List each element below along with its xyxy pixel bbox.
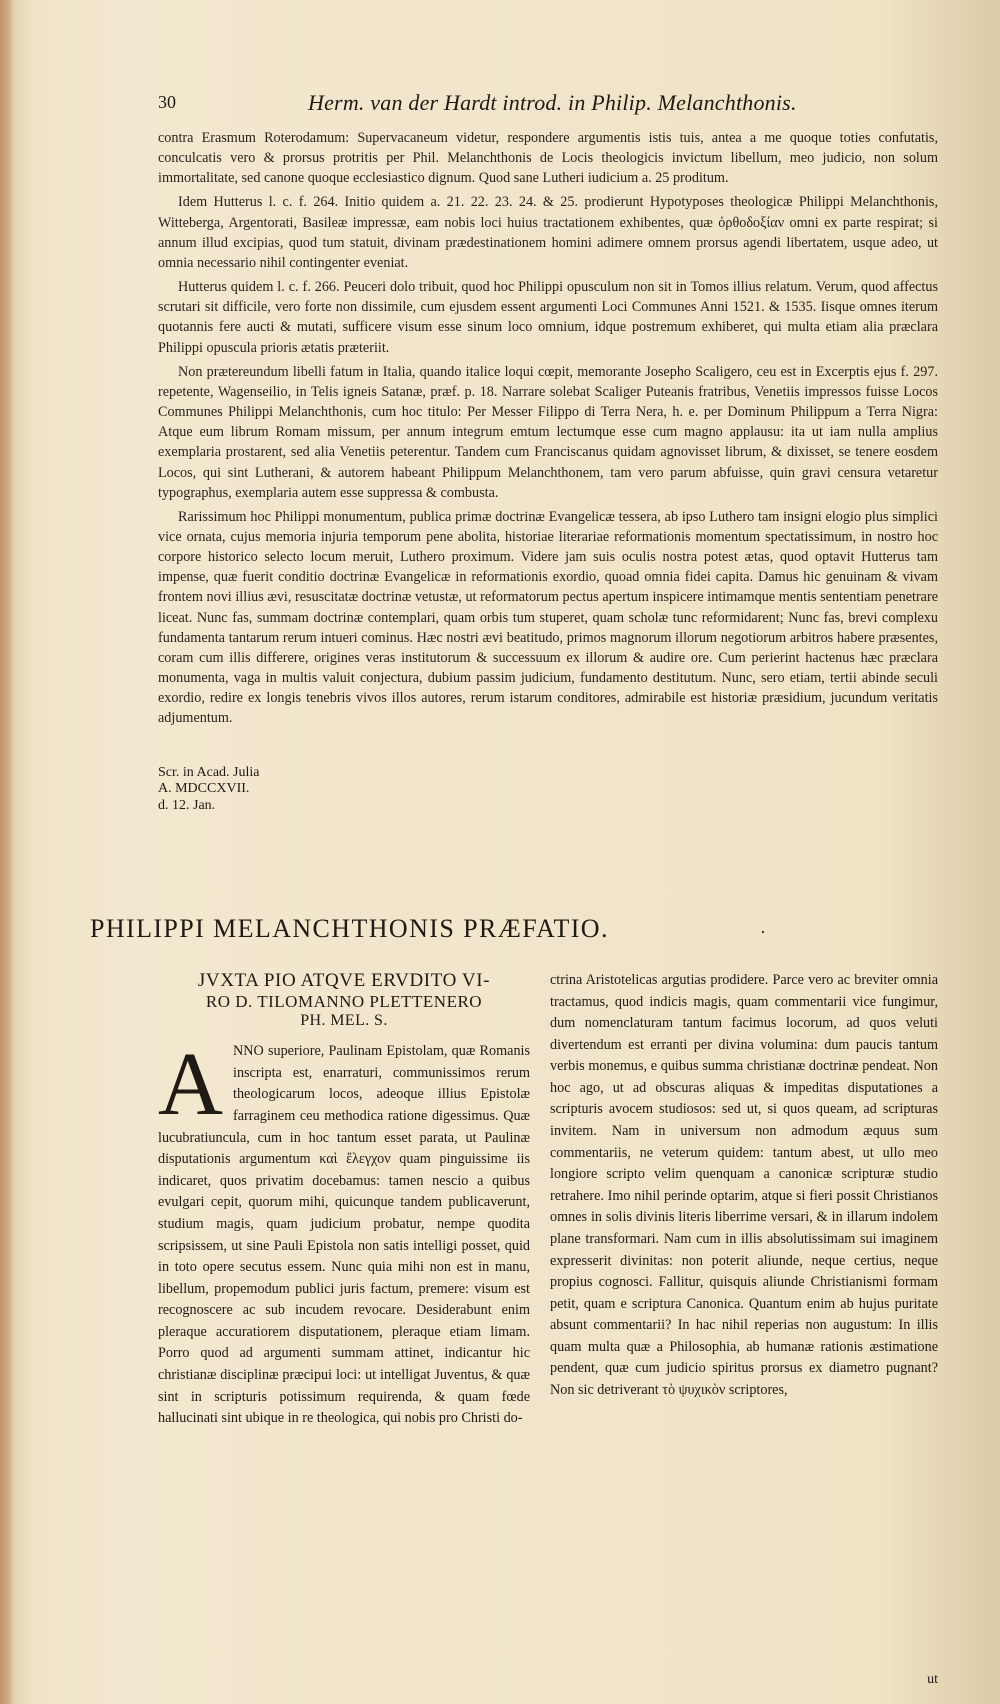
introduction-section <box>158 128 938 815</box>
intro-paragraph-3: Hutterus quidem l. c. f. 266. Peuceri dolo tribuit, quod hoc Philippi opusculum non sit in Tomos illius relatum. Verum, quod affectus scrutari sit difficile, vero forte non dissimile, cum ejusdem essent argumenti Loci Communes Anni 1521. & 1535. Iisque omnes iterum quotannis fere aucti & mutati, sufficere visum esse sinum loco omnium, idque postremum exhiberet, qui multa etiam alia præclara Philippi opuscula prioris ætatis præteriit. <box>158 279 938 356</box>
signature-line-2: A. MDCCXVII. <box>158 781 250 797</box>
intro-paragraph-5: Rarissimum hoc Philippi monumentum, publica primæ doctrinæ Evangelicæ tessera, ab ipso Luthero tam insigni elogio plus simplici vice ornata, cujus memoria injuria temporum pene abolita, historiae literariae reformationis momentum spectatissimum, in nostro hoc corpore historico selecto locum meruit, Luthero proximum. Videre jam suis oculis nostra potest ætas, quod optavit Hutterus tam impense, quæ fuerit conditio doctrinæ Evangelicæ in reformationis exordio, quoad omnia fidei capita. Damus hic genuinam & vivam frontem novi illius ævi, resuscitatæ doctrinæ vetustæ, ut reformatorum pectus apertum inspicere intimamque mentis sententiam penetrare liceat. Nunc fas, summam doctrinæ contemplari, quam orbis tum stuperet, quam scholæ tunc reformidarent; Nunc fas, brevi complexu fundamenta tantarum rerum intueri cominus. Hæc nostri ævi beatitudo, primos magnorum illorum negotiorum arbitros habere præsentes, coram cum illis differere, origines veras institutorum & successuum ex illorum & audire ore. Cum perierint hactenus hæc præclara monumenta, vaga in multis valuit conjectura, dubium passim judicium, fundamento destitutum. Nunc, sero etiam, tertii abinde seculi exordio, redire ex longis tenebris vivos illos autores, rerum istarum conditores, admirabile est historiæ præsidium, jucundum veritatis adjumentum. <box>158 508 938 727</box>
page-spine-edge <box>0 0 14 1704</box>
left-column <box>158 970 530 1430</box>
page-number: 30 <box>158 92 176 112</box>
title-ornament-dot: · <box>760 922 766 942</box>
signature-line-3: d. 12. Jan. <box>158 798 216 814</box>
preface-columns <box>158 970 938 1687</box>
left-column-text <box>158 1035 530 1429</box>
dedication-line-3: PH. MEL. S. <box>300 1012 388 1030</box>
right-column-paragraph: ctrina Aristotelicas argutias prodidere. Parce vero ac breviter omnia tractamus, quod indicis magis, quam commentarii vice fungimur, dum nomenclaturam tantum facimus locorum, ad quos veluti divertendum est erranti per divina volumina: dum paucis tantum verbis monemus, e quibus summa christianæ doctrinæ pendeat. Non hoc ago, ut ad obscuras aliquas & impeditas disputationes a scripturis avocem studiosos: sed ut, si quos queam, ad scripturas invitem. Nam in universum non admodum æquus sum commentariis, ne veterum quidem: tantum abest, ut ullo meo longiore scripto velim quenquam a canonicæ scripturæ studio retrahere. Imo nihil perinde optarim, atque si fieri possit Christianos omnes in solis divinis literis liberrime versari, & in illarum indolem plane transformari. Nam cum in illis absolutissimam sui imaginem expresserit divinitas: non poterit aliunde, neque certius, neque propius cognosci. Fallitur, quisquis aliunde Christianismi formam petit, quam e scriptura Canonica. Quantum enim ab hujus puritate absunt commentarii? In hac nihil reperias non augustum: In illis quam multa quæ a Philosophia, ab humanæ rationis æstimatione pendent, quæ cum judicio spiritus prorsus ex diametro pugnant? Non sic detriverant τὸ ψυχικὸν scriptores, <box>550 972 938 1398</box>
running-title: Herm. van der Hardt introd. in Philip. Melanchthonis. <box>308 90 797 115</box>
right-column-text <box>550 970 938 1402</box>
catchword: ut <box>927 1672 938 1687</box>
intro-paragraph-1: contra Erasmum Roterodamum: Supervacaneum videtur, respondere argumentis istis tuis, antea a me quoque toties confutatis, conculcatis vero & prorsus protritis per Phil. Melanchthonis de Locis theologicis invictum libellum, meo judicio, non solum immortalitate, sed canone quoque ecclesiastico dignum. Quod sane Lutheri iudicium a. 25 proditum. <box>158 130 938 187</box>
signature-line-1: Scr. in Acad. Julia <box>158 764 260 780</box>
intro-paragraph-4: Non prætereundum libelli fatum in Italia, quando italice loqui cœpit, memorante Josepho Scaligero, ceu est in Excerptis ejus f. 297. repetente, Wagenseilio, in Telis igneis Satanæ, præf. p. 18. Narrare solebat Scaliger Puteanis fratribus, Venetiis impressos fuisse Locos Communes Philippi Melanchthonis, cum hoc titulo: Per Messer Filippo di Terra Nera, h. e. per Dominum Philippum a Terra Nigra: Atque eum librum Romam missum, per annum integrum emtum lectumque esse cum magno applausu: ita ut iam nulla amplius exemplaria prostarent, sed alia Venetiis peterentur. Tandem cum Franciscanus quidam agnovisset librum, & dixisset, se tenere eosdem Locos, qui sint Lutherani, & autorem habeant Philippum Melanchthonem, tam vero parum abfuisse, quin gravi censura vetaretur typographus, exemplaria autem esse suppressa & combusta. <box>158 363 938 501</box>
drop-cap-letter: A <box>158 1035 223 1135</box>
dedication-line-1: JVXTA PIO ATQVE ERVDITO VI- <box>197 970 491 991</box>
page-header <box>158 84 938 118</box>
dedication-line-2: RO D. TILOMANNO PLETTENERO <box>205 992 483 1012</box>
left-column-paragraph: NNO superiore, Paulinam Epistolam, quæ Romanis inscripta est, enarraturi, communissimos rerum theologicarum locos, adeoque illius Epistolæ farraginem ceu methodica ratione digessimus. Quæ lucubratiuncula, cum in hoc tantum esset parata, ut Paulinæ disputationis argumentum καὶ ἔλεγχον quam pinguissime iis indicaret, quos privatim docebamus: tamen nescio a quibus evulgari cepit, quorum mihi, quicunque tandem publicaverunt, studium magis, quam judicium probatur, nempe quodita scripsissem, ut sine Pauli Epistola non satis intelligi posset, quid in toto opere secutus essem. Nunc quia mihi non est in manu, libellum, propemodum publici juris factum, premere: visum est recognoscere ac sub incudem revocare. Desiderabunt enim pleraque accuratiorem disputationem, pleraque etiam limam. Porro quod ad argumenti summam attinet, indicantur hic christianæ disciplinæ præcipui loci: ut intelligat Juventus, & quæ sint in scripturis potissimum requirenda, & quam fœde hallucinati sint ubique in re theologica, qui nobis pro Christi do- <box>158 1043 530 1427</box>
intro-paragraph-2: Idem Hutterus l. c. f. 264. Initio quidem a. 21. 22. 23. 24. & 25. prodierunt Hypotyposes theologicæ Philippi Melanchthonis, Witteberga, Argentorati, Basileæ impressæ, eam nobis loci huius tractationem exhibentes, quæ ὀρθοδοξίαν omni ex parte respirat; si annum illud excipias, quod tum statuit, divinam prædestinationem homini adimere omnem prorsus agendi libertatem, usque adeo, ut omnia necessario nihil contingenter eveniat. <box>158 194 938 271</box>
right-column <box>550 970 938 1402</box>
preface-title: PHILIPPI MELANCHTHONIS PRÆFATIO. <box>90 914 609 943</box>
signature-block <box>158 765 318 815</box>
page-content <box>158 84 938 815</box>
dedication-heading <box>158 970 530 1031</box>
